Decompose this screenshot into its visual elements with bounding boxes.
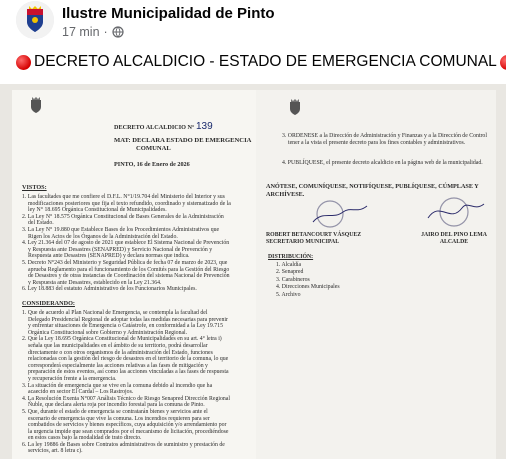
- decree-number-line: DECRETO ALCALDICIO N° 139: [114, 121, 213, 132]
- document-page-right: [256, 90, 496, 459]
- considerando-list: 1. Que de acuerdo al Plan Nacional de Emergencia, se contempla la facultad del Delegado Presidencial Regional de adoptar todas las medidas necesarias para prevenir y enfrentar situaciones de Emergencia o Catástrofe, en conformidad a la Ley 19.715 Orgánica Constitucional sobre Gobierno y Administración Regional. 2. Que la Ley 18.695 Orgánica Constitucional de Municipalidades en su art. 4° letra i) señala que las municipalidades en el ámbito de su territorio, podrá desarrollar directamente o con otros organismos de la administración del Estado, funciones relacionadas con la gestión del riesgo de desastres en el territorio de la comuna, lo que corresponderá especialmente las acciones relativas a las fases de mitigación y preparación de estos eventos, así como las acciones vinculadas a las fases de respuesta y recuperación frente a la emergencia. 3. La situación de emergencia que se vive en la comuna debido al incendio que ha acaecido en sector El Cardal – Los Rastrojos. 4. La Resolución Exenta N°007 Análisis Técnico de Riesgo Senapred Dirección Regional Ñuble, que declara alerta roja por incendio forestal para la comuna de Pinto. 5. Que, durante el estado de emergencia se contratarán bienes y servicios ante el escenario de emergencia que vive la comuna. Los incendios requieren para ser combatidos de servicios y bienes específicos, cuya adquisición y/o arrendamiento por la urgencia impide que sean comprados por el mecanismo de licitación, procediéndose en estos casos bajo la modalidad de trato directo. 6. La ley 19886 de Bases sobre Contratos administrativos de suministro y prestación de servicios, art. 8 letra c).: [22, 310, 230, 455]
- resolution-4: 4. PUBLÍQUESE, el presente decreto alcaldicio en la página web de la municipalidad.: [282, 160, 483, 166]
- post-time[interactable]: 17 min: [62, 25, 100, 39]
- post-meta: [62, 25, 124, 39]
- post-caption: [16, 53, 506, 71]
- page-avatar[interactable]: [16, 1, 54, 39]
- closing-formula: ANÓTESE, COMUNÍQUESE, NOTIFÍQUESE, PUBLÍQUESE, CÚMPLASE Y ARCHÍVESE.: [266, 183, 479, 198]
- stamp-signature-left: [308, 192, 378, 232]
- signatory-mayor: JAIRO DEL PINO LEMA ALCALDE: [421, 232, 487, 245]
- resolution-3: 3. ORDENESE a la Dirección de Administración y Finanzas y a la Dirección de Control tener a la vista el presente decreto para los fines contables y administrativos.: [282, 133, 487, 146]
- document-page-left: [12, 90, 262, 459]
- considerando-title: CONSIDERANDO:: [22, 300, 75, 307]
- distribution-list: 1. Alcaldía 2. Senapred 3. Carabineros 4. Direcciones Municipales 5. Archivo: [276, 262, 340, 298]
- stamp-signature-right: [420, 190, 490, 232]
- globe-icon: [112, 26, 124, 38]
- municipal-crest-icon: [29, 96, 43, 114]
- post-photo[interactable]: [0, 84, 506, 459]
- red-circle-icon: [500, 55, 506, 70]
- vistos-list: 1. Las facultades que me confiere el D.F.L. N°1/19.704 del Ministerio del Interior y sus modificaciones posteriores que fija el texto refundido, coordinado y sistematizado de la ley N° 18.695 Orgánica Constitucional de Municipalidades. 2. La Ley N° 18.575 Orgánica Constitucional de Bases Generales de la Administración del Estado. 3. La Ley N° 19.880 que Establece Bases de los Procedimientos Administrativos que Rigen los Actos de los Órganos de la Administración del Estado. 4. Ley 21.364 del 07 de agosto de 2021 que establece El Sistema Nacional de Prevención y Respuesta ante Desastres (SENAPRED) y Servicio Nacional de Prevención y Respuesta ante Desastres (SENAPRED) y declara normas que indica. 5. Decreto N°243 del Ministerio y Seguridad Pública de fecha 07 de marzo de 2023, que aprueba Reglamento para el funcionamiento de los Comités para la Gestión del Riesgo de Desastres y de otras instancias de Coordinación del sistema Nacional de Prevención y Respuesta ante Desastres, establecido en la Ley 21.364. 6. Ley 18.883 del estatuto Administrativo de los Funcionarios Municipales.: [22, 194, 231, 293]
- red-circle-icon: [16, 55, 31, 70]
- meta-dot: ·: [103, 25, 108, 39]
- caption-text: DECRETO ALCALDICIO - ESTADO DE EMERGENCIA COMUNAL: [34, 53, 497, 70]
- decree-number: 139: [195, 121, 213, 132]
- decree-subject: MAT: DECLARA ESTADO DE EMERGENCIA COMUNAL: [114, 137, 252, 152]
- page-author-name[interactable]: Ilustre Municipalidad de Pinto: [62, 5, 275, 22]
- vistos-title: VISTOS:: [22, 184, 47, 191]
- signatory-secretary: ROBERT BETANCOURT VÁSQUEZ SECRETARIO MUNICIPAL: [266, 232, 362, 245]
- municipal-crest-icon: [288, 98, 302, 116]
- decree-date: PINTO, 16 de Enero de 2026: [114, 161, 190, 168]
- post-header: [0, 0, 506, 48]
- distribution-title: DISTRIBUCIÓN:: [268, 254, 314, 260]
